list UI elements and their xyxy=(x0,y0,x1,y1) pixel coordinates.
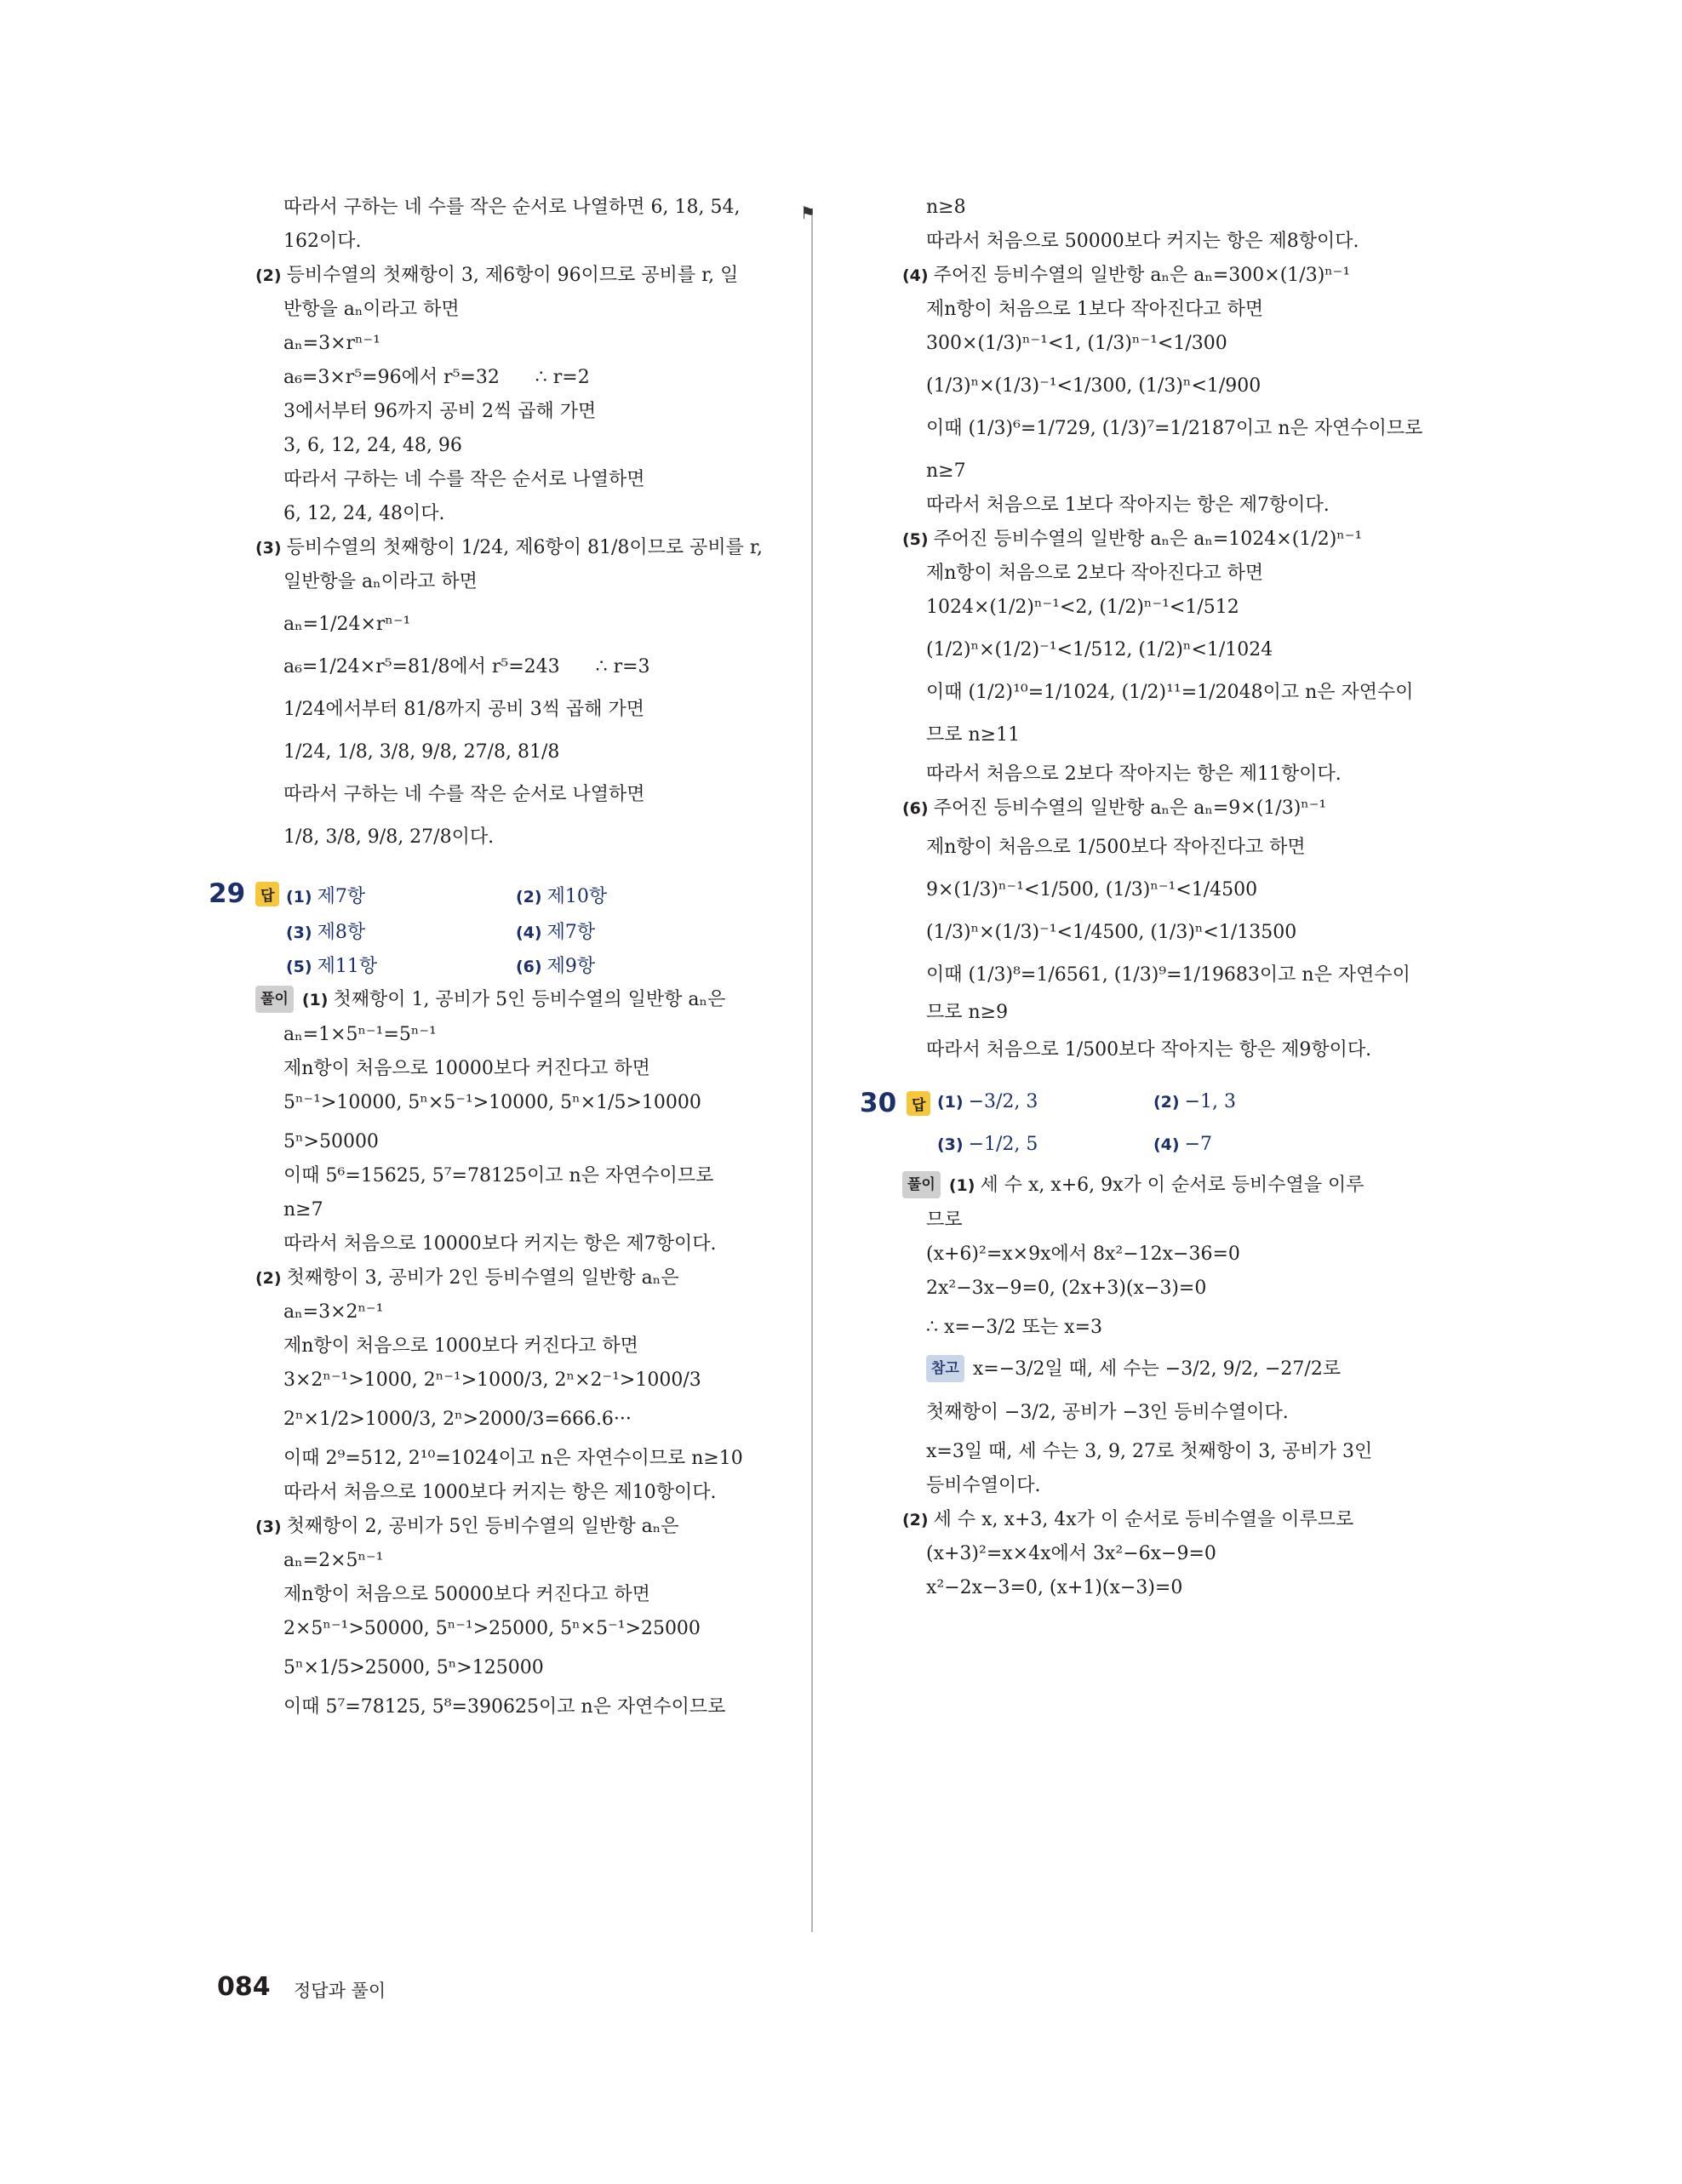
answer-num: (5) xyxy=(286,958,312,976)
answer-num: (4) xyxy=(1153,1135,1180,1154)
column-divider xyxy=(811,209,813,1932)
text-line: 따라서 구하는 네 수를 작은 순서로 나열하면 xyxy=(283,784,645,805)
problem-number: 29 xyxy=(209,878,246,909)
math-line: aₙ=2×5ⁿ⁻¹ xyxy=(283,1550,384,1571)
sub-number: (2) xyxy=(255,1269,282,1288)
text-line: 일반항을 aₙ이라고 하면 xyxy=(283,571,478,592)
math-line: 1024×(1/2)ⁿ⁻¹<2, (1/2)ⁿ⁻¹<1/512 xyxy=(926,597,1239,618)
divider-ornament: ⚑ xyxy=(800,203,815,223)
math-line: aₙ=3×rⁿ⁻¹ xyxy=(283,333,380,354)
text-line: 제n항이 처음으로 2보다 작아진다고 하면 xyxy=(926,563,1264,584)
text-line: 따라서 처음으로 10000보다 커지는 항은 제7항이다. xyxy=(283,1233,717,1255)
answer-text: 제11항 xyxy=(317,956,378,977)
math-line: 2×5ⁿ⁻¹>50000, 5ⁿ⁻¹>25000, 5ⁿ×5⁻¹>25000 xyxy=(283,1618,701,1639)
math-line: (x+6)²=x×9x에서 8x²−12x−36=0 xyxy=(926,1244,1240,1265)
text-line: 므로 n≥11 xyxy=(926,724,1021,746)
answer-num: (2) xyxy=(516,888,542,906)
math-line: 1/24, 1/8, 3/8, 9/8, 27/8, 81/8 xyxy=(283,741,560,763)
problem-29-header xyxy=(209,878,796,912)
answer-text: 제9항 xyxy=(546,956,596,977)
sub-problem-first-line xyxy=(868,797,1464,820)
math-line: aₙ=1/24×rⁿ⁻¹ xyxy=(283,614,411,635)
answer-label: 답 xyxy=(907,1091,930,1116)
math-line: 9×(1/3)ⁿ⁻¹<1/500, (1/3)ⁿ⁻¹<1/4500 xyxy=(926,879,1258,900)
sub-number: (1) xyxy=(948,1176,975,1195)
text-line: 따라서 처음으로 50000보다 커지는 항은 제8항이다. xyxy=(926,231,1359,252)
sub-number: (3) xyxy=(255,539,282,557)
sub-problem-first-line xyxy=(217,1266,796,1290)
answer-item xyxy=(937,1091,1038,1112)
text-line: 3에서부터 96까지 공비 2씩 곱해 가면 xyxy=(283,401,597,422)
math-line: (1/3)ⁿ×(1/3)⁻¹<1/4500, (1/3)ⁿ<1/13500 xyxy=(926,922,1297,943)
text-span: 세 수 x, x+3, 4x가 이 순서로 등비수열을 이루므로 xyxy=(933,1509,1354,1530)
math-line: aₙ=3×2ⁿ⁻¹ xyxy=(283,1301,384,1323)
answer-item xyxy=(1153,1134,1212,1155)
text-span: 주어진 등비수열의 일반항 aₙ은 aₙ=300×(1/3)ⁿ⁻¹ xyxy=(933,265,1351,286)
answer-text: 제7항 xyxy=(317,886,366,907)
right-column xyxy=(860,196,1464,1610)
sub-problem-first-line xyxy=(868,528,1464,552)
text-line: 따라서 처음으로 2보다 작아지는 항은 제11항이다. xyxy=(926,763,1342,785)
math-line: 5ⁿ>50000 xyxy=(283,1131,379,1152)
text-line: 제n항이 처음으로 50000보다 커진다고 하면 xyxy=(283,1584,650,1605)
solution-first-line xyxy=(868,1171,1464,1198)
answer-label: 답 xyxy=(255,882,279,906)
sub-number: (2) xyxy=(255,266,282,285)
answer-item xyxy=(516,918,595,944)
answer-item xyxy=(286,918,365,944)
answer-item xyxy=(286,952,377,978)
text-line: 따라서 처음으로 1/500보다 작아지는 항은 제9항이다. xyxy=(926,1039,1372,1061)
text-line: 이때 5⁷=78125, 5⁸=390625이고 n은 자연수이므로 xyxy=(283,1696,726,1718)
math-line: n≥8 xyxy=(926,197,966,218)
sub-problem-first-line xyxy=(868,264,1464,288)
math-line: 5ⁿ⁻¹>10000, 5ⁿ×5⁻¹>10000, 5ⁿ×1/5>10000 xyxy=(283,1092,701,1113)
math-line: 5ⁿ×1/5>25000, 5ⁿ>125000 xyxy=(283,1657,544,1678)
text-span: 세 수 x, x+6, 9x가 이 순서로 등비수열을 이루 xyxy=(980,1175,1364,1196)
solution-label: 풀이 xyxy=(902,1171,941,1198)
math-line: x²−2x−3=0, (x+1)(x−3)=0 xyxy=(926,1577,1183,1598)
text-line: 제n항이 처음으로 1000보다 커진다고 하면 xyxy=(283,1335,638,1357)
text-line: 므로 xyxy=(926,1209,963,1231)
answer-text: −7 xyxy=(1184,1134,1213,1155)
note-first-line xyxy=(868,1355,1464,1382)
page-number: 084 xyxy=(217,1972,271,2002)
text-span: 주어진 등비수열의 일반항 aₙ은 aₙ=9×(1/3)ⁿ⁻¹ xyxy=(933,798,1327,819)
answer-text: 제7항 xyxy=(546,922,596,943)
answer-num: (1) xyxy=(286,888,312,906)
answer-grid-row xyxy=(286,952,796,986)
answer-item xyxy=(516,952,595,978)
math-line: (1/3)ⁿ×(1/3)⁻¹<1/300, (1/3)ⁿ<1/900 xyxy=(926,375,1262,397)
text-line: 이때 (1/3)⁶=1/729, (1/3)⁷=1/2187이고 n은 자연수이므로 xyxy=(926,418,1423,439)
text-line: 1/24에서부터 81/8까지 공비 3씩 곱해 가면 xyxy=(283,699,645,720)
math-line: n≥7 xyxy=(926,460,966,482)
text-span: 첫째항이 3, 공비가 2인 등비수열의 일반항 aₙ은 xyxy=(286,1267,679,1289)
answer-item xyxy=(1153,1091,1236,1112)
answer-item xyxy=(286,882,365,908)
answer-grid xyxy=(907,1091,1434,1123)
answer-grid-row xyxy=(286,918,796,952)
math-line: 300×(1/3)ⁿ⁻¹<1, (1/3)ⁿ⁻¹<1/300 xyxy=(926,333,1227,354)
text-span: 첫째항이 2, 공비가 5인 등비수열의 일반항 aₙ은 xyxy=(286,1516,679,1537)
answer-text: −1/2, 5 xyxy=(968,1134,1038,1155)
text-line: 므로 n≥9 xyxy=(926,1002,1009,1023)
text-line: x=3일 때, 세 수는 3, 9, 27로 첫째항이 3, 공비가 3인 xyxy=(926,1441,1373,1462)
text-span: 첫째항이 1, 공비가 5인 등비수열의 일반항 aₙ은 xyxy=(333,989,726,1010)
answer-text: −3/2, 3 xyxy=(968,1091,1038,1112)
sub-number: (3) xyxy=(255,1518,282,1536)
text-line: 제n항이 처음으로 1/500보다 작아진다고 하면 xyxy=(926,837,1306,858)
sub-problem-first-line xyxy=(868,1508,1464,1532)
sub-problem-first-line xyxy=(217,536,796,560)
answer-num: (3) xyxy=(937,1135,964,1154)
sub-number: (4) xyxy=(902,266,929,285)
math-line: a₆=1/24×r⁵=81/8에서 r⁵=243 ∴ r=3 xyxy=(283,656,650,677)
text-span: x=−3/2일 때, 세 수는 −3/2, 9/2, −27/2로 xyxy=(972,1358,1342,1380)
math-line: (1/2)ⁿ×(1/2)⁻¹<1/512, (1/2)ⁿ<1/1024 xyxy=(926,639,1273,660)
text-span: 주어진 등비수열의 일반항 aₙ은 aₙ=1024×(1/2)ⁿ⁻¹ xyxy=(933,529,1363,550)
sub-number: (1) xyxy=(301,991,329,1009)
math-line: 2x²−3x−9=0, (2x+3)(x−3)=0 xyxy=(926,1278,1207,1299)
sub-problem-first-line xyxy=(217,264,796,288)
text-line: 이때 5⁶=15625, 5⁷=78125이고 n은 자연수이므로 xyxy=(283,1165,714,1186)
answer-num: (1) xyxy=(937,1093,964,1112)
solution-label: 풀이 xyxy=(255,986,294,1013)
answer-num: (3) xyxy=(286,923,312,942)
text-span: 등비수열의 첫째항이 3, 제6항이 96이므로 공비를 r, 일 xyxy=(286,265,739,286)
sub-number: (2) xyxy=(902,1511,929,1529)
answer-text: 제8항 xyxy=(317,922,366,943)
text-line: 따라서 처음으로 1000보다 커지는 항은 제10항이다. xyxy=(283,1482,717,1503)
math-line: 2ⁿ×1/2>1000/3, 2ⁿ>2000/3=666.6··· xyxy=(283,1409,632,1430)
answer-num: (4) xyxy=(516,923,542,942)
text-line: 등비수열이다. xyxy=(926,1475,1041,1496)
math-line: (x+3)²=x×4x에서 3x²−6x−9=0 xyxy=(926,1543,1216,1564)
text-line: 따라서 구하는 네 수를 작은 순서로 나열하면 6, 18, 54, xyxy=(283,197,741,218)
math-line: aₙ=1×5ⁿ⁻¹=5ⁿ⁻¹ xyxy=(283,1024,437,1045)
text-line: 따라서 처음으로 1보다 작아지는 항은 제7항이다. xyxy=(926,495,1330,516)
text-line: 162이다. xyxy=(283,231,362,252)
problem-number: 30 xyxy=(860,1088,897,1118)
footer-title: 정답과 풀이 xyxy=(294,1981,386,2001)
left-column xyxy=(209,196,796,1729)
math-line: 3, 6, 12, 24, 48, 96 xyxy=(283,435,462,456)
text-line: 첫째항이 −3/2, 공비가 −3인 등비수열이다. xyxy=(926,1402,1289,1423)
text-line: 제n항이 처음으로 10000보다 커진다고 하면 xyxy=(283,1058,650,1079)
solution-first-line xyxy=(217,986,796,1013)
text-line: 반항을 aₙ이라고 하면 xyxy=(283,299,460,320)
math-line: 3×2ⁿ⁻¹>1000, 2ⁿ⁻¹>1000/3, 2ⁿ×2⁻¹>1000/3 xyxy=(283,1369,701,1391)
sub-problem-first-line xyxy=(217,1515,796,1539)
text-span: 등비수열의 첫째항이 1/24, 제6항이 81/8이므로 공비를 r, xyxy=(286,537,763,558)
math-line: ∴ x=−3/2 또는 x=3 xyxy=(926,1317,1102,1338)
math-line: a₆=3×r⁵=96에서 r⁵=32 ∴ r=2 xyxy=(283,367,590,388)
answer-grid xyxy=(255,882,766,914)
answer-text: −1, 3 xyxy=(1184,1091,1237,1112)
problem-30-header xyxy=(860,1088,1464,1122)
text-line: 제n항이 처음으로 1보다 작아진다고 하면 xyxy=(926,299,1264,320)
answer-num: (6) xyxy=(516,958,542,976)
answer-num: (2) xyxy=(1153,1093,1180,1112)
text-line: 이때 (1/2)¹⁰=1/1024, (1/2)¹¹=1/2048이고 n은 자연수이 xyxy=(926,682,1414,703)
text-line: 따라서 구하는 네 수를 작은 순서로 나열하면 xyxy=(283,469,645,490)
text-line: 이때 (1/3)⁸=1/6561, (1/3)⁹=1/19683이고 n은 자연수이 xyxy=(926,964,1410,986)
answer-item xyxy=(516,882,607,908)
math-line: 1/8, 3/8, 9/8, 27/8이다. xyxy=(283,826,495,848)
answer-grid-row xyxy=(937,1127,1464,1171)
answer-item xyxy=(937,1134,1038,1155)
note-label: 참고 xyxy=(926,1355,964,1382)
text-line: 6, 12, 24, 48이다. xyxy=(283,503,445,524)
math-line: n≥7 xyxy=(283,1199,323,1221)
sub-number: (6) xyxy=(902,799,929,818)
sub-number: (5) xyxy=(902,530,929,549)
text-line: 이때 2⁹=512, 2¹⁰=1024이고 n은 자연수이므로 n≥10 xyxy=(283,1448,743,1469)
answer-text: 제10항 xyxy=(546,886,608,907)
